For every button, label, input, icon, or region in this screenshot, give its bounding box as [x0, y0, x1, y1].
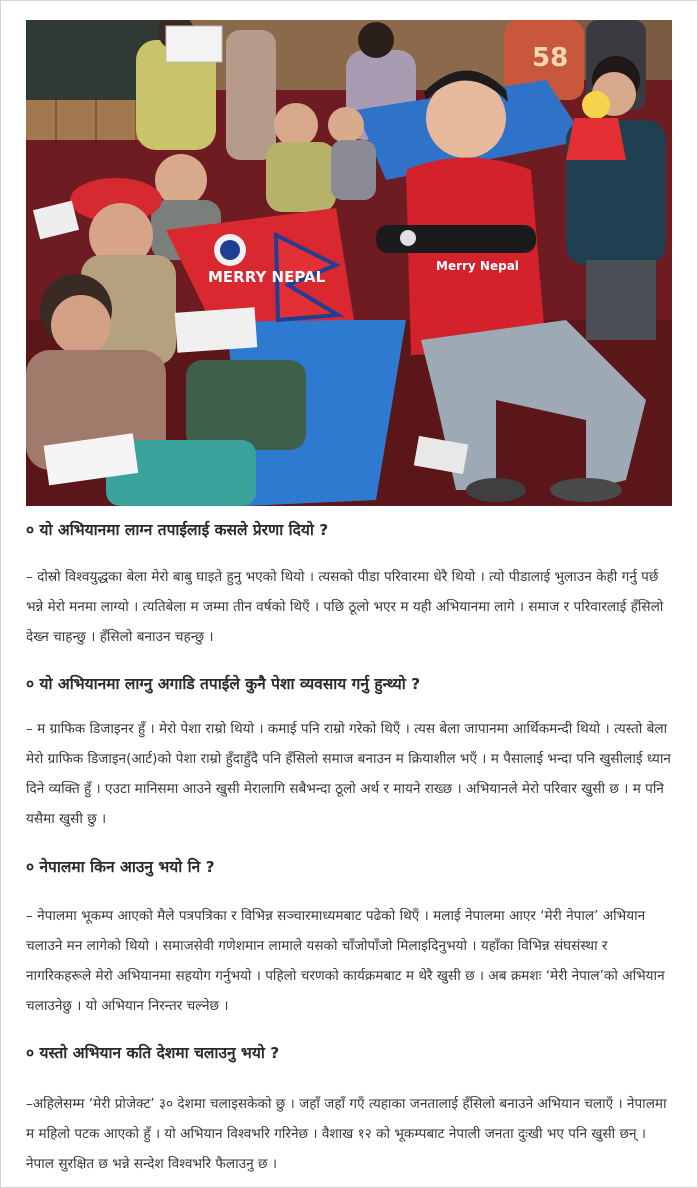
question-1: ० यो अभियानमा लाग्न तपाईलाई कसले प्रेरणा दियो ? — [26, 521, 329, 539]
answer-3: – नेपालमा भूकम्प आएको मैले पत्रपत्रिका र विभिन्न सञ्चारमाध्यमबाट पढेको थिएँ । मलाई नेपालमा आएर ‘मेरी नेपाल’ अभियान चलाउने मन लागेको थियो । समाजसेवी गणेशमान लामाले यसको चाँजोपाँजो मिलाइदिनुभयो । यहाँका विभिन्न संघसंस्था र नागरिकहरूले मेरो अभियानमा सहयोग गर्नुभयो । पहिलो चरणको कार्यक्रमबाट म थेरै खुसी छ । अब क्रमशः ‘मेरी नेपाल’को अभियान चलाउनेछु । यो अभियान निरन्तर चल्नेछ । — [26, 908, 665, 1014]
flag-text: MERRY NEPAL — [208, 268, 326, 286]
article-photo — [26, 20, 672, 506]
shirt-text: Merry Nepal — [436, 259, 519, 273]
question-4: ० यस्तो अभियान कति देशमा चलाउनु भयो ? — [26, 1044, 280, 1062]
classroom-photo-illustration — [26, 20, 672, 506]
answer-1: – दोस्रो विश्वयुद्धका बेला मेरो बाबु घाइते हुनु भएको थियो । त्यसको पीडा परिवारमा धेरै थियो । त्यो पीडालाई भुलाउन केही गर्नु पर्छ भन्ने मेरो मनमा लाग्यो । त्यतिबेला म जम्मा तीन वर्षको थिएँ । पछि ठूलो भएर म यही अभियानमा लागे । समाज र परिवारलाई हँसिलो देख्न चाहन्छु । हँसिलो बनाउन चहन्छु । — [26, 569, 664, 645]
answer-4: –अहिलेसम्म ‘मेरी प्रोजेक्ट’ ३० देशमा चलाइसकेको छु । जहाँ जहाँ गएँ त्यहाका जनतालाई हँसिलो बनाउने अभियान चलाएँ । नेपालमा म महिलो पटक आएको हुँ । यो अभियान विश्वभरि गरिनेछ । वैशाख १२ को भूकम्पबाट नेपाली जनता दुःखी भए पनि खुसी छन् । नेपाल सुरक्षित छ भन्ने सन्देश विश्वभरि फैलाउनु छ । — [26, 1096, 667, 1172]
jersey-number: 58 — [532, 43, 569, 73]
answer-2: – म ग्राफिक डिजाइनर हुँ । मेरो पेशा राम्रो थियो । कमाई पनि राम्रो गरेको थिएँ । त्यस बेला जापानमा आर्थिकमन्दी थियो । त्यस्तो बेला मेरो ग्राफिक डिजाइन(आर्ट)को पेशा राम्रो हुँदाहुँदै पनि हँसिलो समाज बनाउन म क्रियाशील भएँ । म पैसालाई भन्दा पनि खुसीलाई ध्यान दिने व्यक्ति हुँ । एउटा मानिसमा आउने खुसी मेरालागि सबैभन्दा ठूलो अर्थ र मायने राख्छ । अभियानले मेरो परिवार खुुसी छ । म पनि यसैमा खुसी छु । — [26, 721, 671, 827]
question-3: ० नेपालमा किन आउनु भयो नि ? — [26, 858, 215, 876]
question-2: ० यो अभियानमा लाग्नु अगाडि तपाईले कुनै पेशा व्यवसाय गर्नु हुन्थ्यो ? — [26, 675, 421, 693]
